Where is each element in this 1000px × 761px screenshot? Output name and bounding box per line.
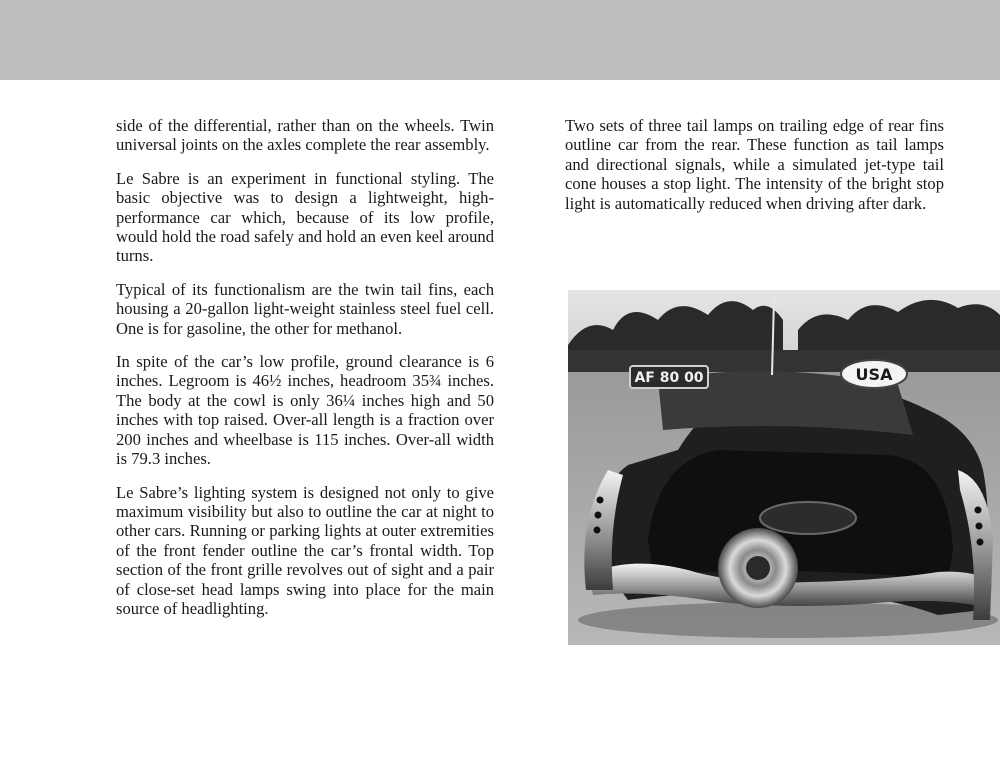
paragraph-1: side of the differential, rather than on the wheels. Twin universal joints on the axles complete the rear assembly. [116,116,494,155]
left-text-column [116,116,494,618]
right-text-column [565,116,944,213]
license-plate [630,366,708,388]
paragraph-5: Le Sabre’s lighting system is designed not only to give maximum visibility but also to outline the car at night to other cars. Running or parking lights at outer extremities of the front fender outline the car’s frontal width. Top section of the front grille revolves out of sight and a pair of close-set head lamps swing into place for the main source of headlighting. [116,482,494,618]
svg-text:AF 80 00: AF 80 00 [634,370,704,386]
paragraph-3: Typical of its functionalism are the twin tail fins, each housing a 20-gallon light-weight stainless steel fuel cell. One is for gasoline, the other for methanol. [116,279,494,338]
paragraph-4: In spite of the car’s low profile, ground clearance is 6 inches. Legroom is 46½ inches, headroom 35¾ inches. The body at the cowl is only 36¼ inches high and 50 inches with top raised. Over-all length is a fraction over 200 inches and wheelbase is 115 inches. Over-all width is 79.3 inches. [116,352,494,469]
svg-text:USA: USA [855,365,893,384]
car-rear-photo [568,290,1000,645]
paragraph-6: Two sets of three tail lamps on trailing edge of rear fins outline car from the rear. These function as tail lamps and directional signals, while a simulated jet-type tail cone houses a stop light. The intensity of the bright stop light is automatically reduced when driving after dark. [565,116,944,213]
paragraph-2: Le Sabre is an experiment in functional styling. The basic objective was to design a lightweight, high-performance car which, because of its low profile, would hold the road safely and hold an even keel around turns. [116,168,494,266]
usa-badge [841,360,907,388]
top-gray-band [0,0,1000,80]
